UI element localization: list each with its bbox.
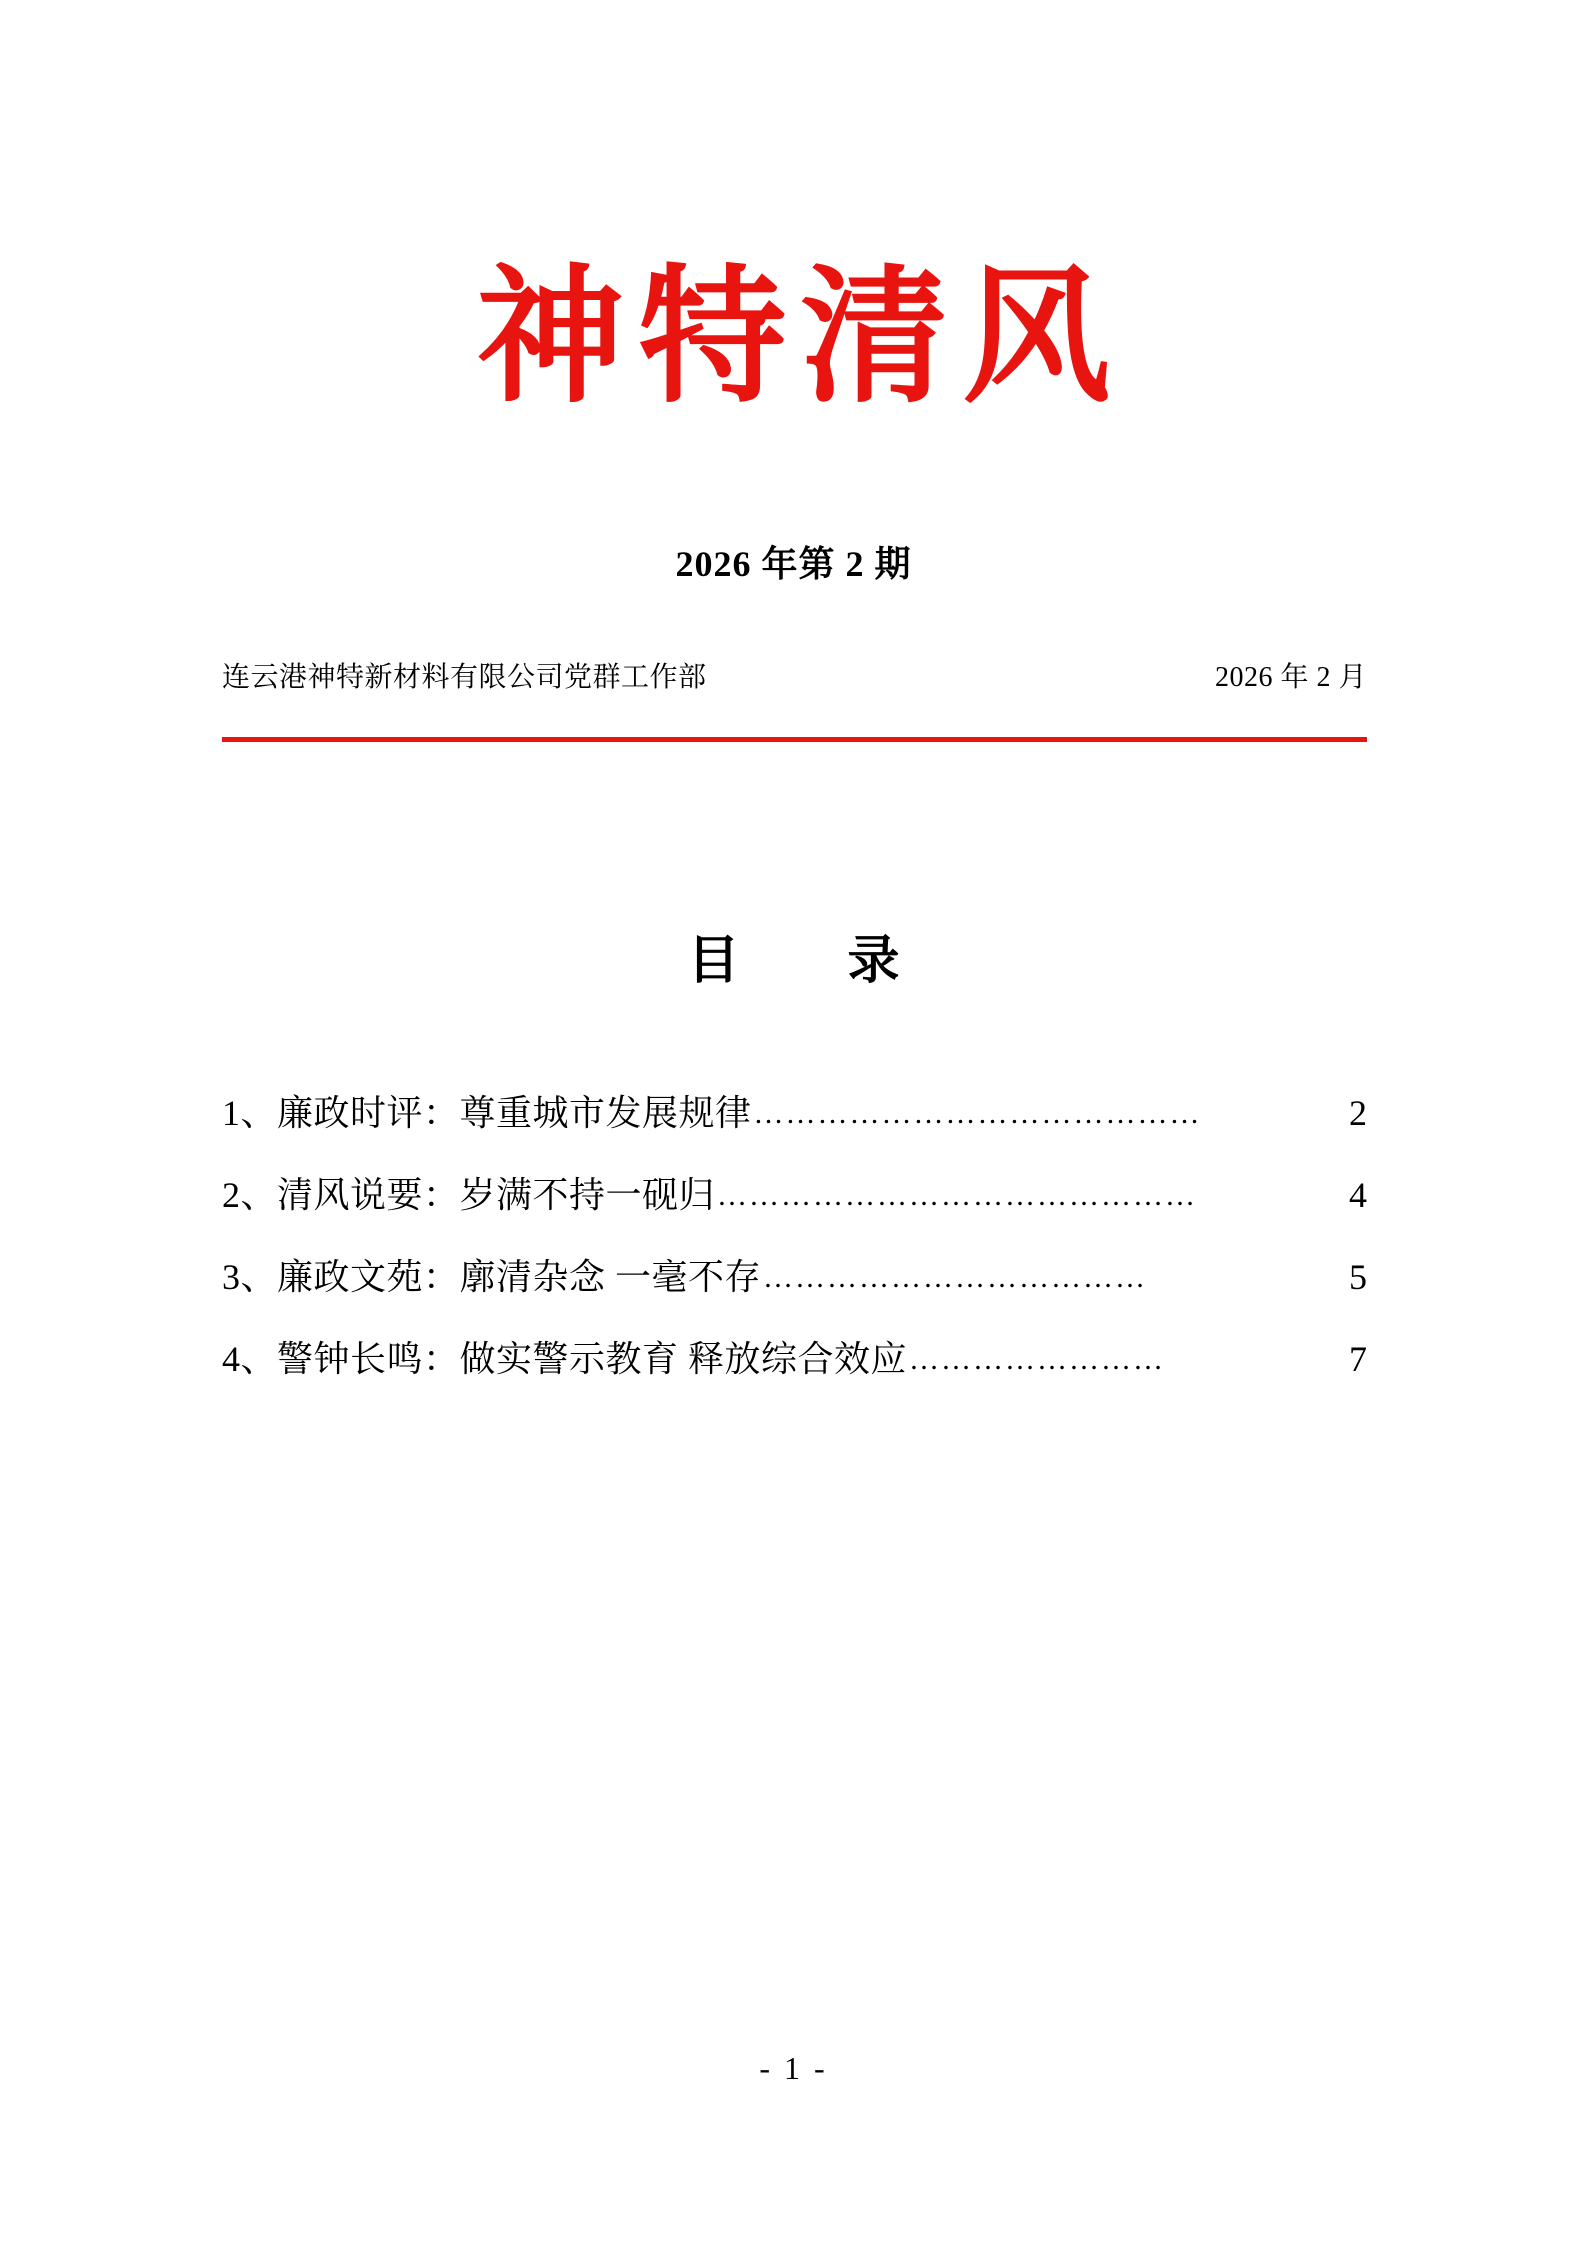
toc-entry[interactable] <box>222 1095 1367 1131</box>
toc-entry[interactable] <box>222 1259 1367 1295</box>
toc-leader-dots: …………………………………… <box>753 1099 1202 1129</box>
red-divider-rule <box>222 737 1367 742</box>
toc-leader-dots: …………………… <box>909 1345 1166 1375</box>
masthead-meta-row <box>222 655 1367 695</box>
toc-entry-label: 3、廉政文苑：廓清杂念 一毫不存 <box>222 1257 762 1297</box>
toc-leader-dots: ……………………………………… <box>717 1181 1198 1211</box>
toc-entry-page: 5 <box>1349 1257 1367 1297</box>
toc-entry-page: 7 <box>1349 1339 1367 1379</box>
toc-entry[interactable] <box>222 1341 1367 1377</box>
issue-line: 2026 年第 2 期 <box>675 544 912 584</box>
toc-entry-label: 4、警钟长鸣：做实警示教育 释放综合效应 <box>222 1339 908 1379</box>
page-number-footer: - 1 - <box>759 2050 828 2086</box>
toc-entry-page: 2 <box>1349 1093 1367 1133</box>
masthead-title: 神特清风 <box>476 257 1125 421</box>
table-of-contents-heading: 目 录 <box>687 933 928 990</box>
toc-entry-label: 2、清风说要：岁满不持一砚归 <box>222 1175 716 1215</box>
toc-entry-page: 4 <box>1349 1175 1367 1215</box>
table-of-contents <box>222 1095 1367 1423</box>
toc-entry[interactable] <box>222 1177 1367 1213</box>
toc-leader-dots: ……………………………… <box>763 1263 1148 1293</box>
toc-entry-label: 1、廉政时评：尊重城市发展规律 <box>222 1093 752 1133</box>
publisher-label: 连云港神特新材料有限公司党群工作部 <box>222 662 707 693</box>
issue-date-label: 2026 年 2 月 <box>1214 662 1367 693</box>
